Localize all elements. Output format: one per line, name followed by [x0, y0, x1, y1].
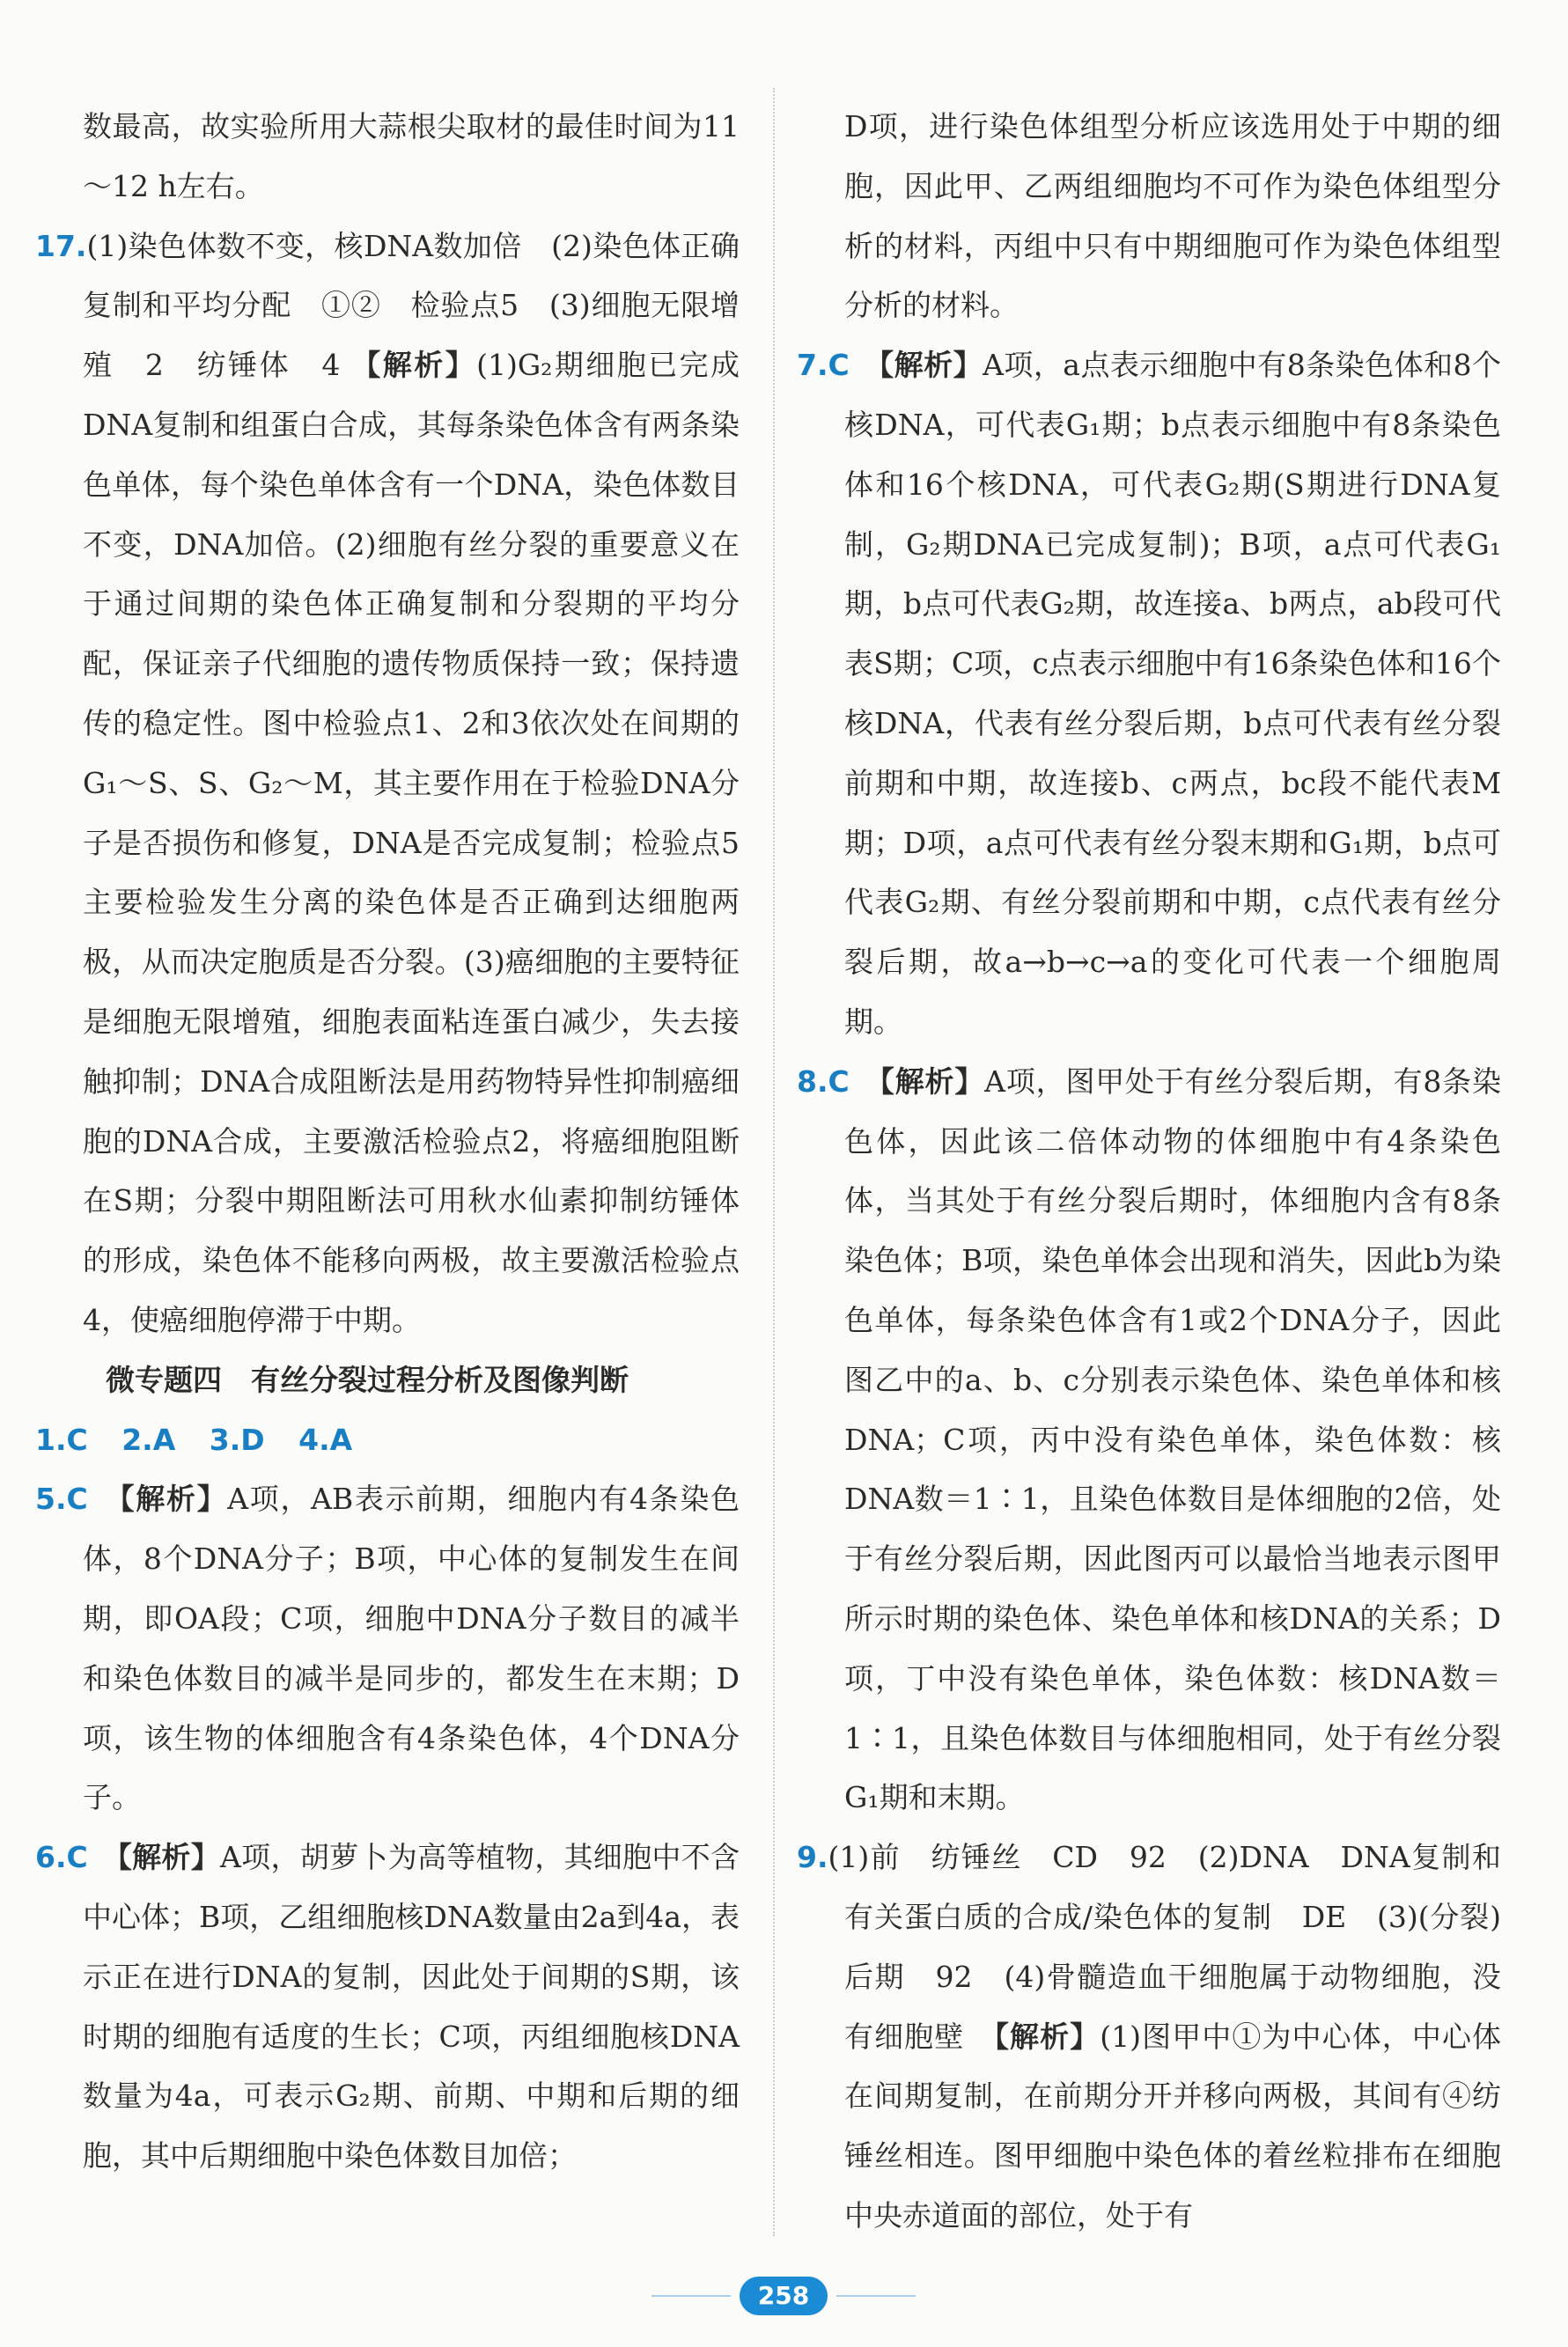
right-column — [797, 97, 1501, 2246]
q16-continuation: 数最高，故实验所用大蒜根尖取材的最佳时间为11～12 h左右。 — [83, 109, 740, 203]
answer-6 — [35, 1828, 740, 2186]
left-column — [35, 97, 740, 2186]
page-number: 258 — [740, 2277, 828, 2315]
quick-answer: 1.C — [35, 1422, 88, 1457]
answer-5 — [35, 1469, 740, 1828]
analysis-text: A项，胡萝卜为高等植物，其细胞中不含中心体；B项，乙组细胞核DNA数量由2a到4a，表示正在进行DNA的复制，因此处于间期的S期，该时期的细胞有适度的生长；C项，丙组细胞核DNA数量为4a，可表示G₂期、前期、中期和后期的细胞，其中后期细胞中染色体数目加倍； — [83, 1840, 740, 2174]
quick-answers — [35, 1410, 740, 1470]
question-number: 8.C — [797, 1063, 850, 1099]
analysis-tag: 【解析】 — [879, 348, 983, 383]
answer-text: (1)前 纺锤丝 CD 92 (2)DNA DNA复制和有关蛋白质的合成/染色体的复制 DE (3)(分裂)后期 92 (4)骨髓造血干细胞属于动物细胞，没有细胞壁 — [828, 1840, 1501, 2054]
answer-9 — [797, 1828, 1501, 2246]
answer-7 — [797, 335, 1501, 1052]
question-number: 6.C — [35, 1840, 88, 1875]
analysis-tag: 【解析】 — [880, 1063, 985, 1099]
analysis-tag: 【解析】 — [120, 1482, 228, 1517]
question-number: 5.C — [35, 1482, 88, 1517]
page-number-line-right — [836, 2295, 916, 2297]
analysis-tag: 【解析】 — [351, 348, 477, 383]
analysis-text: A项，图甲处于有丝分裂后期，有8条染色体，因此该二倍体动物的体细胞中有4条染色体，当其处于有丝分裂后期时，体细胞内含有8条染色体；B项，染色单体会出现和消失，因此b为染色单体，每条染色体含有1或2个DNA分子，因此图乙中的a、b、c分别表示染色体、染色单体和核DNA；C项，丙中没有染色单体，染色体数：核DNA数＝1∶1，且染色体数目是体细胞的2倍，处于有丝分裂后期，因此图丙可以最恰当地表示图甲所示时期的染色体、染色单体和核DNA的关系；D项，丁中没有染色单体，染色体数：核DNA数＝1∶1，且染色体数目与体细胞相同，处于有丝分裂G₁期和末期。 — [844, 1063, 1502, 1815]
question-number: 17. — [35, 228, 87, 263]
answer-text: (1)染色体数不变，核DNA数加倍 (2)染色体正确复制和平均分配 ①② 检验点5 (3)细胞无限增殖 2 纺锤体 4 — [83, 228, 740, 383]
column-divider — [773, 88, 775, 2236]
question-number: 7.C — [797, 348, 850, 383]
quick-answer: 2.A — [121, 1422, 176, 1457]
analysis-tag: 【解析】 — [117, 1840, 221, 1875]
section-title: 微专题四 有丝分裂过程分析及图像判断 — [106, 1362, 629, 1397]
analysis-text: (1)G₂期细胞已完成DNA复制和组蛋白合成，其每条染色体含有两条染色单体，每个染色单体含有一个DNA，染色体数目不变，DNA加倍。(2)细胞有丝分裂的重要意义在于通过间期的染色体正确复制和分裂期的平均分配，保证亲子代细胞的遗传物质保持一致；保持遗传的稳定性。图中检验点1、2和3依次处在间期的G₁～S、S、G₂～M，其主要作用在于检验DNA分子是否损伤和修复，DNA是否完成复制；检验点5主要检验发生分离的染色体是否正确到达细胞两极，从而决定胞质是否分裂。(3)癌细胞的主要特征是细胞无限增殖，细胞表面粘连蛋白减少，失去接触抑制；DNA合成阻断法是用药物特异性抑制癌细胞的DNA合成，主要激活检验点2，将癌细胞阻断在S期；分裂中期阻断法可用秋水仙素抑制纺锤体的形成，染色体不能移向两极，故主要激活检验点4，使癌细胞停滞于中期。 — [83, 348, 740, 1337]
analysis-text: A项，a点表示细胞中有8条染色体和8个核DNA，可代表G₁期；b点表示细胞中有8条染色体和16个核DNA，可代表G₂期(S期进行DNA复制，G₂期DNA已完成复制)；B项，a点可代表G₁期，b点可代表G₂期，故连接a、b两点，ab段可代表S期；C项，c点表示细胞中有16条染色体和16个核DNA，代表有丝分裂后期，b点可代表有丝分裂前期和中期，故连接b、c两点，bc段不能代表M期；D项，a点可代表有丝分裂末期和G₁期，b点可代表G₂期、有丝分裂前期和中期，c点代表有丝分裂后期，故a→b→c→a的变化可代表一个细胞周期。 — [844, 348, 1502, 1039]
analysis-text: (1)图甲中①为中心体，中心体在间期复制，在前期分开并移向两极，其间有④纺锤丝相连。图甲细胞中染色体的着丝粒排布在细胞中央赤道面的部位，处于有 — [844, 2019, 1502, 2233]
quick-answer: 4.A — [298, 1422, 353, 1457]
analysis-tag: 【解析】 — [994, 2019, 1101, 2054]
analysis-text: A项，AB表示前期，细胞内有4条染色体，8个DNA分子；B项，中心体的复制发生在间期，即OA段；C项，细胞中DNA分子数目的减半和染色体数目的减半是同步的，都发生在末期；D项，该生物的体细胞含有4条染色体，4个DNA分子。 — [83, 1482, 740, 1815]
question-number: 9. — [797, 1840, 828, 1875]
answer-8 — [797, 1052, 1501, 1828]
q6-continuation: D项，进行染色体组型分析应该选用处于中期的细胞，因此甲、乙两组细胞均不可作为染色体组型分析的材料，丙组中只有中期细胞可作为染色体组型分析的材料。 — [844, 109, 1501, 323]
page-number-line-left — [651, 2295, 731, 2297]
answer-17 — [35, 217, 740, 1350]
quick-answer: 3.D — [209, 1422, 265, 1457]
